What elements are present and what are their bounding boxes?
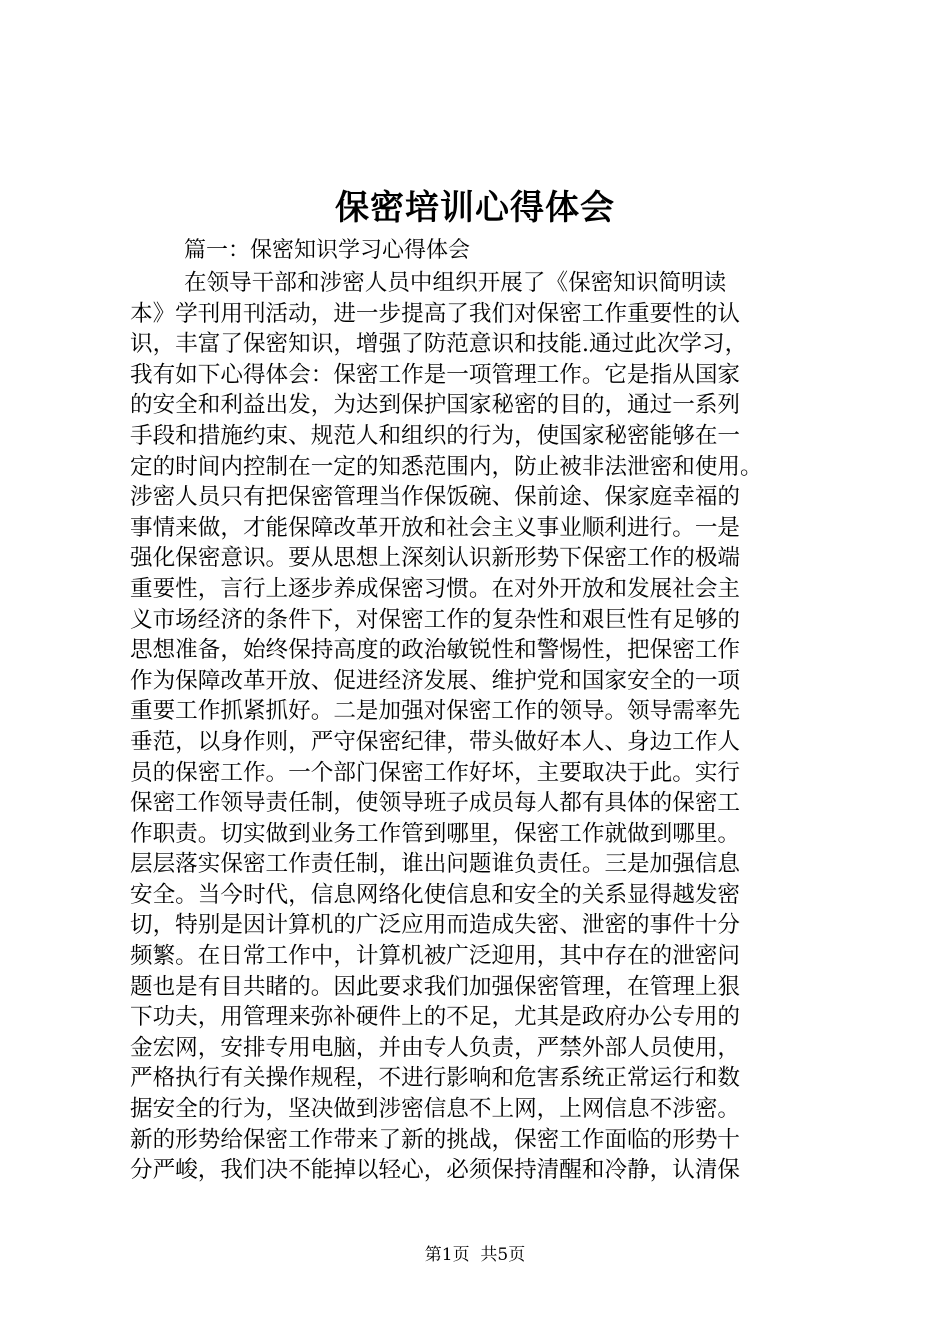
body-line: 本》学刊用刊活动，进一步提高了我们对保密工作重要性的认 xyxy=(130,300,741,327)
body-line: 层层落实保密工作责任制，谁出问题谁负责任。三是加强信息 xyxy=(130,851,741,878)
body-line: 频繁。在日常工作中，计算机被广泛迎用，其中存在的泄密问 xyxy=(130,943,741,970)
page-number-footer: 第1页 共5页 xyxy=(424,1245,526,1265)
body-line: 重要工作抓紧抓好。二是加强对保密工作的领导。领导需率先 xyxy=(130,698,741,725)
body-text xyxy=(130,268,840,1186)
body-line: 的安全和利益出发，为达到保护国家秘密的目的，通过一系列 xyxy=(130,392,741,419)
body-line: 识，丰富了保密知识，增强了防范意识和技能.通过此次学习， xyxy=(130,331,748,358)
body-line: 在领导干部和涉密人员中组织开展了《保密知识简明读 xyxy=(184,270,727,296)
body-line: 作为保障改革开放、促进经济发展、维护党和国家安全的一项 xyxy=(130,667,741,694)
body-line: 新的形势给保密工作带来了新的挑战，保密工作面临的形势十 xyxy=(130,1126,741,1153)
body-line: 事情来做，才能保障改革开放和社会主义事业顺利进行。一是 xyxy=(130,514,741,541)
body-line: 安全。当今时代，信息网络化使信息和安全的关系显得越发密 xyxy=(130,881,741,908)
body-line: 手段和措施约束、规范人和组织的行为，使国家秘密能够在一 xyxy=(130,422,741,449)
body-line: 我有如下心得体会：保密工作是一项管理工作。它是指从国家 xyxy=(130,361,741,388)
body-line: 重要性，言行上逐步养成保密习惯。在对外开放和发展社会主 xyxy=(130,575,741,602)
body-line: 垂范，以身作则，严守保密纪律，带头做好本人、身边工作人 xyxy=(130,728,741,755)
body-line: 切，特别是因计算机的广泛应用而造成失密、泄密的事件十分 xyxy=(130,912,741,939)
body-line: 强化保密意识。要从思想上深刻认识新形势下保密工作的极端 xyxy=(130,545,741,572)
body-line: 分严峻，我们决不能掉以轻心，必须保持清醒和冷静，认清保 xyxy=(130,1157,741,1184)
body-line: 金宏网，安排专用电脑，并由专人负责，严禁外部人员使用， xyxy=(130,1034,741,1061)
body-line: 题也是有目共睹的。因此要求我们加强保密管理，在管理上狠 xyxy=(130,973,741,1000)
body-line: 定的时间内控制在一定的知悉范围内，防止被非法泄密和使用。 xyxy=(130,453,763,480)
section-heading: 篇一：保密知识学习心得体会 xyxy=(184,238,471,263)
body-line: 下功夫，用管理来弥补硬件上的不足，尤其是政府办公专用的 xyxy=(130,1004,741,1031)
body-line: 思想准备，始终保持高度的政治敏锐性和警惕性，把保密工作 xyxy=(130,637,741,664)
body-line: 涉密人员只有把保密管理当作保饭碗、保前途、保家庭幸福的 xyxy=(130,484,741,511)
document-title: 保密培训心得体会 xyxy=(335,188,615,228)
body-line: 作职责。切实做到业务工作管到哪里，保密工作就做到哪里。 xyxy=(130,820,741,847)
body-line: 保密工作领导责任制，使领导班子成员每人都有具体的保密工 xyxy=(130,790,741,817)
body-line: 义市场经济的条件下，对保密工作的复杂性和艰巨性有足够的 xyxy=(130,606,741,633)
body-line: 据安全的行为，坚决做到涉密信息不上网，上网信息不涉密。 xyxy=(130,1096,741,1123)
body-line: 员的保密工作。一个部门保密工作好坏，主要取决于此。实行 xyxy=(130,759,741,786)
body-line: 严格执行有关操作规程，不进行影响和危害系统正常运行和数 xyxy=(130,1065,741,1092)
